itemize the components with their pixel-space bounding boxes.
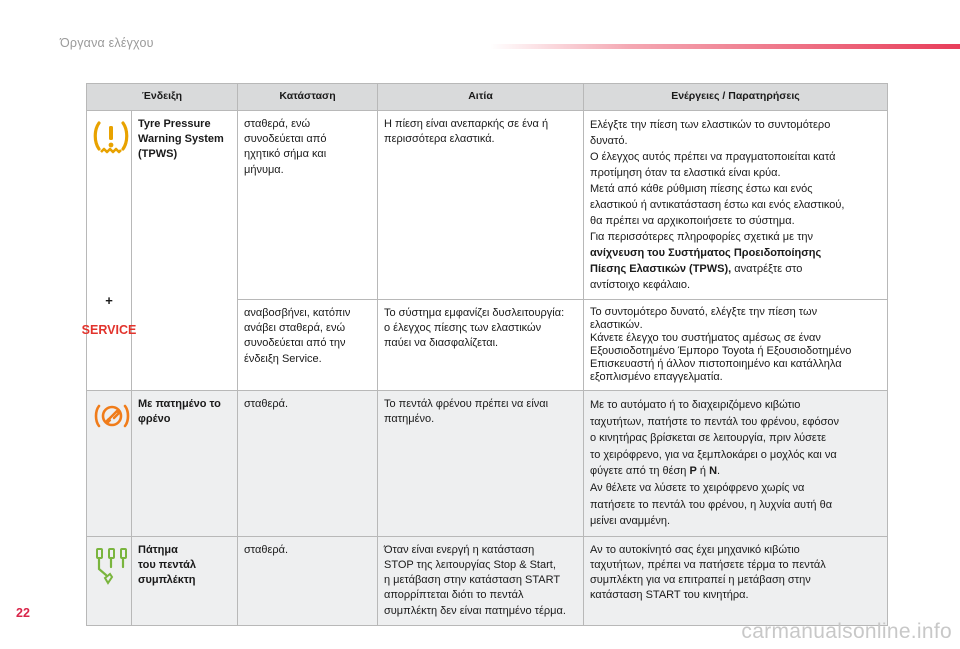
watermark: carmanualsonline.info: [741, 620, 952, 643]
bold-text: ανίχνευση του Συστήματος Προειδοποίησης: [590, 247, 822, 259]
header-accent-bar: [490, 44, 960, 49]
text-line: Η πίεση είναι ανεπαρκής σε ένα ή: [384, 118, 549, 130]
text-line: ταχυτήτων, πρέπει να πατήσετε τέρμα το πεντάλ: [590, 558, 826, 571]
table-row: [87, 111, 888, 300]
text-line: Με το αυτόματο ή το διαχειριζόμενο κιβώτιο: [590, 399, 801, 411]
text-line: σταθερά.: [244, 398, 289, 410]
text-line: ανάβει σταθερά, ενώ: [244, 322, 346, 335]
text-line: Εξουσιοδοτημένο Έμπορο Toyota ή Εξουσιοδοτημένο: [590, 345, 852, 357]
text-line: συνοδεύεται από την: [244, 337, 346, 350]
text-line: εξοπλισμένο επαγγελματία.: [590, 371, 723, 383]
text-span: ανατρέξτε στο: [731, 263, 803, 275]
brake-cause-cell: [378, 391, 584, 537]
tpws-fault-status-cell: [238, 300, 378, 391]
text-line: Όταν είναι ενεργή η κατάσταση: [384, 543, 535, 556]
text-line: συμπλέκτη για να επιτραπεί η μετάβαση στην: [590, 574, 811, 587]
text-line: περισσότερα ελαστικά.: [384, 133, 495, 146]
text-line: σταθερά.: [244, 543, 289, 556]
tpws-name-line: Warning System: [138, 133, 224, 146]
clutch-icon-cell: [87, 536, 132, 625]
clutch-name-line: του πεντάλ: [138, 558, 197, 571]
text-line: αναβοσβήνει, κατόπιν: [244, 307, 351, 319]
text-line: μείνει αναμμένη.: [590, 515, 671, 528]
text-line: προτίμηση όταν τα ελαστικά είναι κρύα.: [590, 167, 781, 179]
brake-icon-cell: [87, 391, 132, 537]
brake-action-cell: [584, 391, 888, 537]
text-line: Το συντομότερο δυνατό, ελέγξτε την πίεση των: [590, 306, 818, 318]
text-line: Ο έλεγχος αυτός πρέπει να πραγματοποιείται κατά: [590, 151, 836, 163]
text-line: Κάνετε έλεγχο του συστήματος αμέσως σε έναν: [590, 332, 821, 344]
clutch-action-cell: [584, 536, 888, 625]
text-line: STOP της λειτουργίας Stop & Start,: [384, 558, 556, 571]
clutch-pedal-icon: [93, 545, 133, 592]
text-line: πατήσετε το πεντάλ του φρένου, η λυχνία αυτή θα: [590, 498, 833, 511]
text-line: ο κινητήρας βρίσκεται σε λειτουργία, πριν λύσετε: [590, 432, 827, 445]
brake-name-line: Με πατημένο το: [138, 398, 221, 410]
col-header-status: Κατάσταση: [238, 84, 378, 111]
tpws-name-line: Tyre Pressure: [138, 118, 211, 130]
text-line: ελαστικού ή αντικατάσταση έστω και ενός ελαστικού,: [590, 199, 845, 211]
col-header-actions: Ενέργειες / Παρατηρήσεις: [584, 84, 888, 111]
page-number: 22: [16, 606, 30, 620]
tpws-warning-icon: [93, 117, 129, 162]
text-line: Για περισσότερες πληροφορίες σχετικά με την: [590, 231, 814, 243]
tpws-icon-cell: [81, 111, 137, 391]
text-line: παύει να διασφαλίζεται.: [384, 337, 499, 350]
text-line: ελαστικών.: [590, 319, 643, 331]
tpws-name-cell: [132, 111, 238, 391]
tpws-fault-cause-cell: [378, 300, 584, 391]
indicator-table: [81, 83, 888, 626]
plus-sign: +: [105, 293, 113, 308]
gear-n-label: N: [709, 465, 718, 478]
service-icon-label: SERVICE: [81, 323, 137, 337]
text-line: ο έλεγχος πίεσης των ελαστικών: [384, 322, 542, 335]
bold-text: Πίεσης Ελαστικών (TPWS),: [590, 263, 732, 275]
clutch-name-line: συμπλέκτη: [138, 574, 196, 587]
clutch-status-cell: [238, 536, 378, 625]
text-line: Αν θέλετε να λύσετε το χειρόφρενο χωρίς να: [590, 481, 805, 494]
text-line: πατημένο.: [384, 413, 435, 426]
section-title: Όργανα ελέγχου: [60, 36, 154, 50]
text-line: Το σύστημα εμφανίζει δυσλειτουργία:: [384, 307, 565, 319]
text-line: το χειρόφρενο, για να ξεμπλοκάρει ο μοχλός και να: [590, 448, 837, 461]
table-row: [87, 391, 888, 537]
clutch-name-cell: [132, 536, 238, 625]
text-line: Το πεντάλ φρένου πρέπει να είναι: [384, 398, 549, 410]
table-row: [87, 536, 888, 625]
text-span: ή: [696, 465, 710, 478]
text-line: μήνυμα.: [244, 163, 284, 176]
text-span: φύγετε από τη θέση: [590, 465, 690, 478]
text-line: ηχητικό σήμα και: [244, 148, 327, 161]
text-line: συνοδεύεται από: [244, 133, 327, 146]
text-line: αντίστοιχο κεφάλαιο.: [590, 279, 691, 291]
text-line: Μετά από κάθε ρύθμιση πίεσης έστω και ενός: [590, 183, 813, 195]
text-line: απορρίπτεται διότι το πεντάλ: [384, 589, 524, 602]
text-line: Αν το αυτοκίνητό σας έχει μηχανικό κιβώτιο: [590, 543, 800, 556]
brake-pedal-icon: [93, 401, 131, 436]
text-span: .: [717, 465, 721, 478]
brake-name-line: φρένο: [138, 413, 171, 426]
text-line: συμπλέκτη δεν είναι πατημένο τέρμα.: [384, 604, 566, 617]
col-header-indicator: Ένδειξη: [87, 84, 238, 111]
service-warning-icon: [81, 321, 137, 342]
col-header-cause: Αιτία: [378, 84, 584, 111]
text-line: θα πρέπει να αρχικοποιήσετε το σύστημα.: [590, 215, 795, 227]
brake-status-cell: [238, 391, 378, 537]
table-header-row: [87, 84, 888, 111]
text-line: κατάσταση START του κινητήρα.: [590, 589, 749, 602]
gear-p-label: P: [689, 465, 697, 478]
clutch-cause-cell: [378, 536, 584, 625]
text-line: η μετάβαση στην κατάσταση START: [384, 574, 561, 587]
brake-name-cell: [132, 391, 238, 537]
tpws-fault-action-cell: [584, 300, 888, 391]
text-line: Επισκευαστή ή άλλον πιστοποιημένο και κατάλληλα: [590, 358, 842, 370]
tpws-name-line: (TPWS): [138, 148, 178, 161]
text-line: ταχυτήτων, πατήστε το πεντάλ του φρένου, εφόσον: [590, 415, 839, 428]
text-line: δυνατό.: [590, 135, 628, 147]
tpws-cause-cell: [378, 111, 584, 300]
text-line: ένδειξη Service.: [244, 352, 322, 365]
text-line: Ελέγξτε την πίεση των ελαστικών το συντομότερο: [590, 119, 831, 131]
tpws-action-cell: [584, 111, 888, 300]
clutch-name-line: Πάτημα: [138, 543, 178, 556]
text-line: σταθερά, ενώ: [244, 118, 311, 130]
tpws-status-cell: [238, 111, 378, 300]
